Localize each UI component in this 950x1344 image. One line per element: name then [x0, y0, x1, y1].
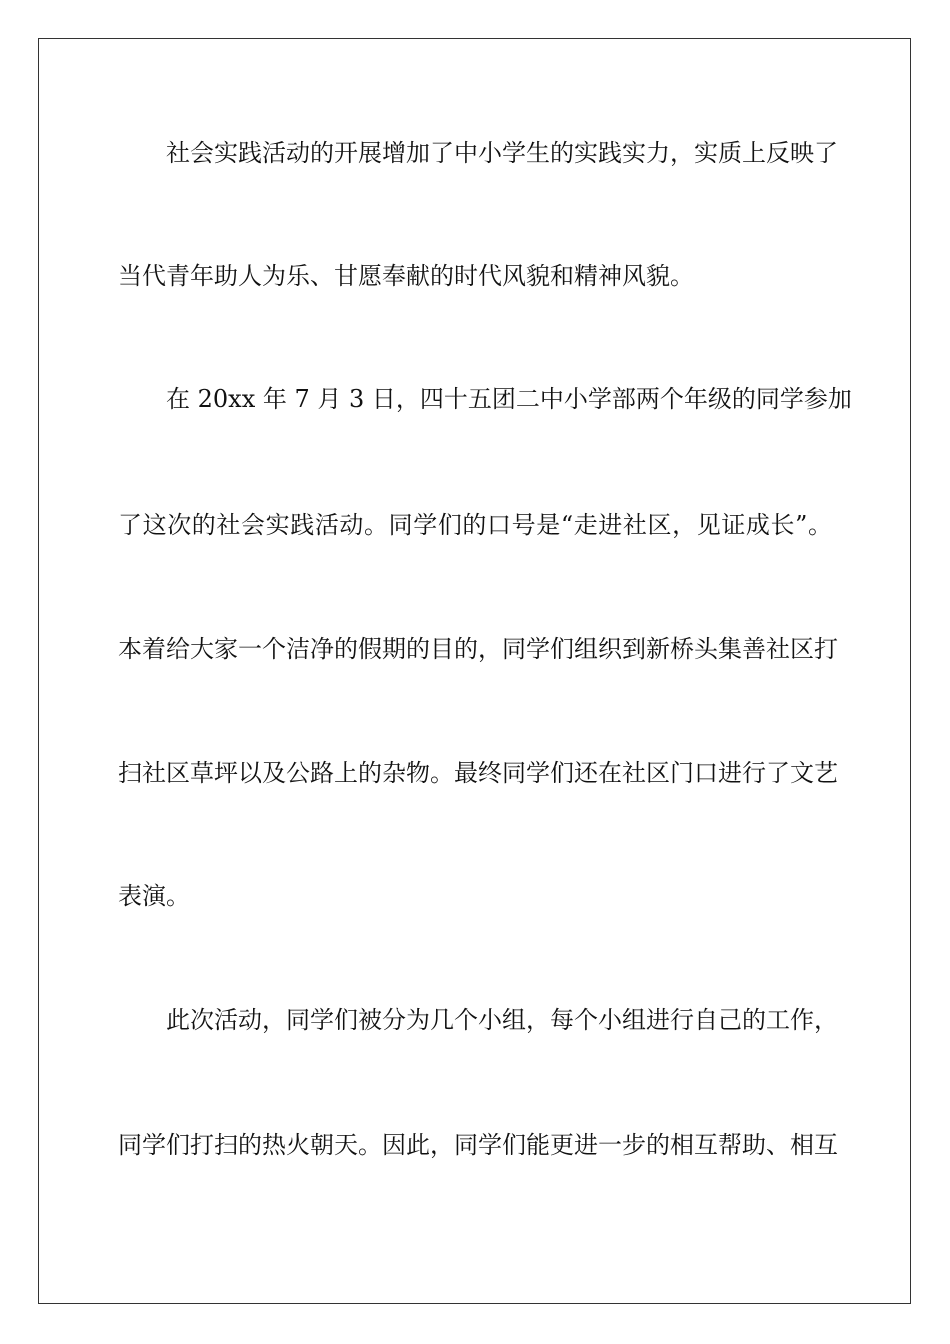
paragraph-2-line-4: 扫社区草坪以及公路上的杂物。最终同学们还在社区门口进行了文艺: [118, 759, 838, 787]
paragraph-2-line-1: 在 20xx 年 7 月 3 日，四十五团二中小学部两个年级的同学参加: [166, 385, 852, 413]
paragraph-2-line-3: 本着给大家一个洁净的假期的目的，同学们组织到新桥头集善社区打: [118, 635, 838, 663]
paragraph-3-line-2: 同学们打扫的热火朝天。因此，同学们能更进一步的相互帮助、相互: [118, 1131, 838, 1159]
paragraph-1-line-1: 社会实践活动的开展增加了中小学生的实践实力，实质上反映了: [166, 139, 838, 167]
paragraph-2-line-5: 表演。: [118, 882, 190, 910]
page-frame: [38, 38, 911, 1304]
paragraph-3-line-1: 此次活动，同学们被分为几个小组，每个小组进行自己的工作，: [166, 1006, 838, 1034]
paragraph-1-line-2: 当代青年助人为乐、甘愿奉献的时代风貌和精神风貌。: [118, 262, 694, 290]
paragraph-2-line-2: 了这次的社会实践活动。同学们的口号是“走进社区，见证成长”。: [118, 511, 832, 539]
